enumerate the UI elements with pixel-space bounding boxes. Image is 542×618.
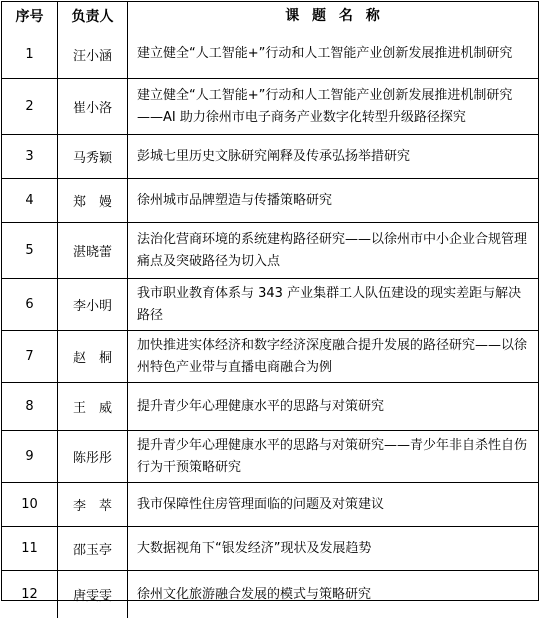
row-number: 4 [2,179,58,222]
row-title: 提升青少年心理健康水平的思路与对策研究 [137,398,385,414]
row-number: 3 [2,135,58,178]
row-person: 陈彤彤 [58,431,128,482]
row-title: 建立健全“人工智能+”行动和人工智能产业创新发展推进机制研究 [137,46,513,61]
table-row [2,278,538,330]
table-row [2,330,538,382]
row-number: 5 [2,223,58,278]
table-row [2,30,538,78]
table-body [2,30,538,618]
header-person: 负责人 [58,2,128,30]
row-title: 我市职业教育体系与 343 产业集群工人队伍建设的现实差距与解决路径 [137,285,522,323]
row-title: 徐州文化旅游融合发展的模式与策略研究 [137,586,372,602]
row-title: 徐州城市品牌塑造与传播策略研究 [137,192,333,208]
row-person: 唐雯雯 [58,571,128,618]
row-number: 9 [2,431,58,482]
row-title: 提升青少年心理健康水平的思路与对策研究——青少年非自杀性自伤行为干预策略研究 [137,437,528,475]
table-row [2,222,538,278]
table-row [2,482,538,526]
row-person: 王 威 [58,383,128,430]
table-header [2,2,538,30]
header-title: 课 题 名 称 [285,8,384,24]
row-number: 1 [2,30,58,78]
table-row [2,382,538,430]
table-row [2,526,538,570]
table-row [2,178,538,222]
row-number: 7 [2,331,58,382]
row-title: 加快推进实体经济和数字经济深度融合提升发展的路径研究——以徐州特色产业带与直播电商融合为例 [137,337,528,375]
row-title: 大数据视角下“银发经济”现状及发展趋势 [137,540,372,556]
row-person: 赵 桐 [58,331,128,382]
row-number: 12 [2,571,58,618]
row-person: 郑 嫚 [58,179,128,222]
row-person: 汪小涵 [58,30,128,78]
row-number: 11 [2,527,58,570]
table-row [2,134,538,178]
row-number: 6 [2,279,58,330]
row-title: 彭城七里历史文脉研究阐释及传承弘扬举措研究 [137,148,411,164]
row-title: 我市保障性住房管理面临的问题及对策建议 [137,496,385,512]
row-number: 8 [2,383,58,430]
row-title: 建立健全“人工智能+”行动和人工智能产业创新发展推进机制研究——AI 助力徐州市电子商务产业数字化转型升级路径探究 [137,87,513,125]
row-person: 邵玉亭 [58,527,128,570]
row-number: 2 [2,79,58,134]
table-row [2,430,538,482]
row-person: 马秀颖 [58,135,128,178]
row-person: 崔小洛 [58,79,128,134]
row-person: 李小明 [58,279,128,330]
research-topics-table [1,1,539,604]
table-row [2,78,538,134]
row-number: 10 [2,483,58,526]
table-row [2,570,538,618]
row-person: 李 萃 [58,483,128,526]
row-person: 湛晓蕾 [58,223,128,278]
header-number: 序号 [2,2,58,30]
row-title: 法治化营商环境的系统建构路径研究——以徐州市中小企业合规管理痛点及突破路径为切入点 [137,231,528,269]
